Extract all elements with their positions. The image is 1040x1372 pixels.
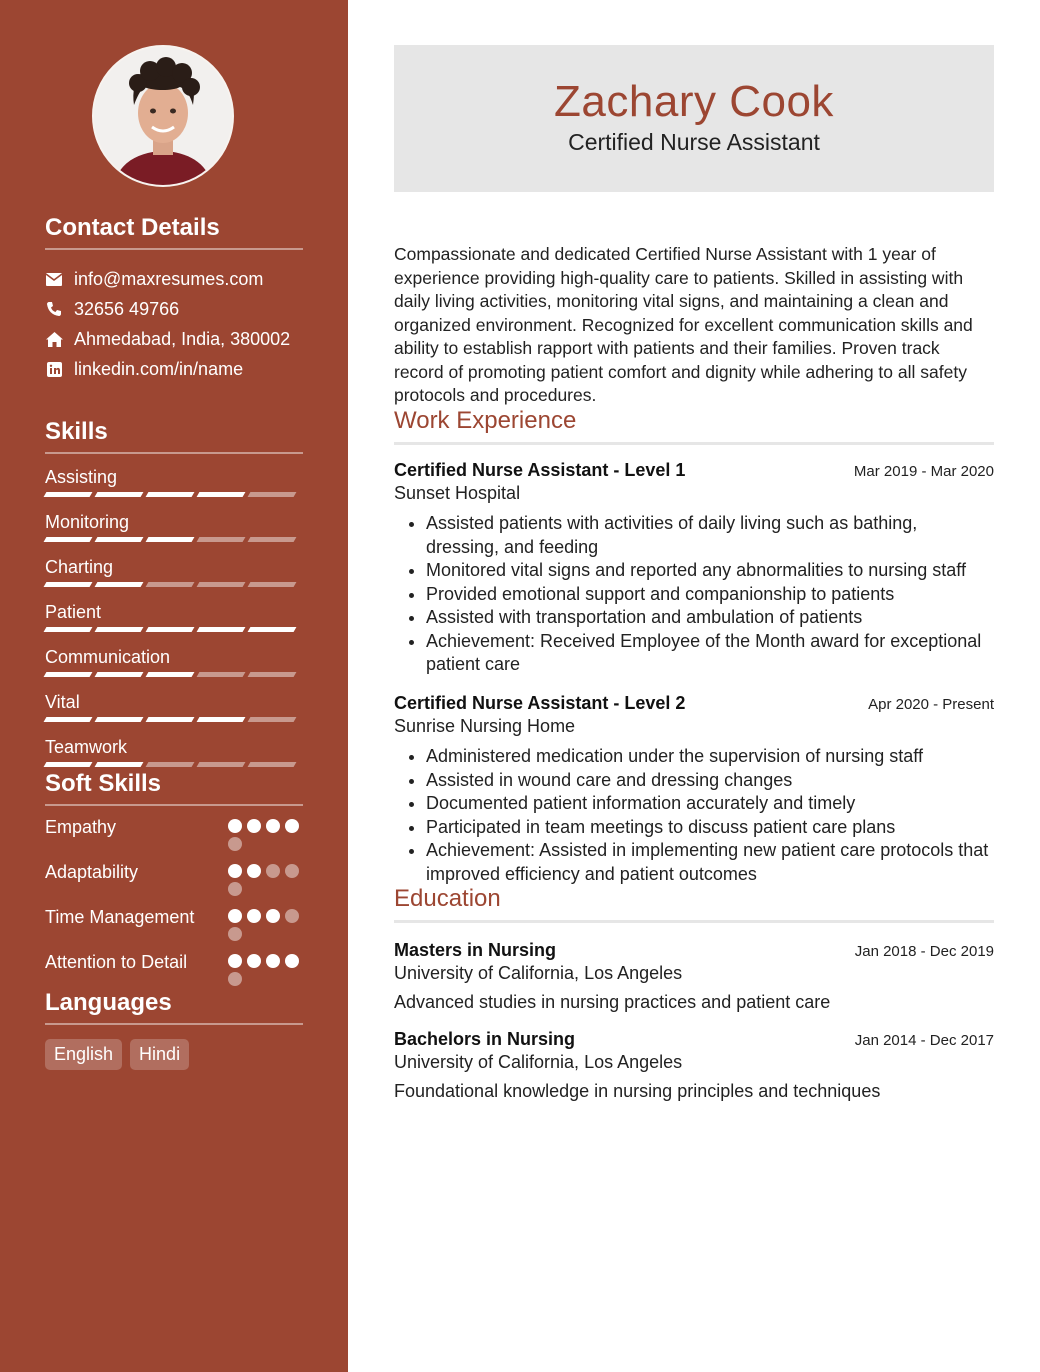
job-org: Sunset Hospital [394,483,521,503]
skill-item [45,556,303,587]
rating-dot [266,819,280,833]
contact-linkedin-text: linkedin.com/in/name [74,358,244,379]
skill-item [45,736,303,767]
rating-dot [228,927,242,941]
job-bullets [394,745,994,886]
degree-title: Bachelors in Nursing [394,1029,576,1049]
skill-label: Teamwork [45,737,128,757]
skill-level-segment [44,582,93,587]
skill-level-bar [45,717,303,722]
job-entry [394,460,994,677]
skill-level-segment [146,537,195,542]
contact-section [45,214,303,384]
rating-dot [285,909,299,923]
skill-level-segment [95,627,144,632]
education-title: Education [394,885,994,923]
summary-text: Compassionate and dedicated Certified Nurse Assistant with 1 year of experience providing high-quality care to patients. Skilled in assisting with daily living activities, monitoring vital signs, and maintaining a clean and organized environment. Recognized for excellent communication skills and ability to establish rapport with patients and their families. Proven track record of promoting patient comfort and dignity while adhering to all safety protocols and procedures. [394,244,973,405]
contact-location-text: Ahmedabad, India, 380002 [74,328,291,349]
skill-level-segment [95,537,144,542]
education-entry [394,940,994,1013]
skill-level-segment [248,537,297,542]
skill-level-segment [44,627,93,632]
job-entry [394,693,994,886]
language-tag: English [45,1039,122,1070]
degree-desc: Foundational knowledge in nursing principles and techniques [394,1081,881,1101]
degree-date: Jan 2018 - Dec 2019 [854,943,994,960]
skill-level-segment [197,672,246,677]
soft-skill-item [45,861,303,896]
skills-section [45,418,303,767]
skill-level-segment [197,582,246,587]
skill-level-segment [44,492,93,497]
skill-level-segment [248,627,297,632]
skill-item [45,601,303,632]
skill-level-segment [248,492,297,497]
list-item: • Achievement: Received Employee of the Month award for exceptional patient care [426,630,994,677]
job-date: Apr 2020 - Present [868,696,994,713]
contact-linkedin[interactable] [45,354,303,384]
rating-dot [228,837,242,851]
rating-dot [228,954,242,968]
skill-item [45,646,303,677]
rating-dot [228,819,242,833]
rating-dot [228,882,242,896]
rating-dot [285,864,299,878]
school-name: University of California, Los Angeles [394,1052,683,1072]
skill-level-segment [197,537,246,542]
soft-skill-label: Adaptability [45,862,139,882]
skill-level-segment [95,672,144,677]
skill-level-segment [44,672,93,677]
skill-level-segment [146,627,195,632]
skill-level-segment [44,717,93,722]
soft-skills-section [45,770,303,986]
envelope-icon [45,270,63,288]
education-entry [394,1029,994,1102]
skill-level-segment [248,672,297,677]
soft-skills-title: Soft Skills [45,770,303,806]
rating-dot [266,954,280,968]
job-bullets [394,512,994,677]
job-title: Certified Nurse Assistant - Level 1 [394,460,686,480]
list-item: • Documented patient information accurately and timely [426,792,994,816]
rating-dot [266,864,280,878]
list-item: • Assisted patients with activities of daily living such as bathing, dressing, and feeding [426,512,994,559]
skill-item [45,511,303,542]
languages-title: Languages [45,989,303,1025]
soft-skill-rating [228,864,303,896]
skill-level-segment [197,627,246,632]
sidebar [0,0,348,1372]
skill-level-segment [248,762,297,767]
home-icon [45,330,63,348]
soft-skill-item [45,906,303,941]
rating-dot [266,909,280,923]
skill-level-segment [146,717,195,722]
profile-photo [92,45,234,187]
degree-date: Jan 2014 - Dec 2017 [854,1032,994,1049]
list-item: • Monitored vital signs and reported any abnormalities to nursing staff [426,559,994,583]
skill-item [45,466,303,497]
rating-dot [228,864,242,878]
soft-skill-rating [228,819,303,851]
list-item: • Assisted in wound care and dressing changes [426,769,994,793]
contact-email[interactable] [45,264,303,294]
soft-skill-rating [228,909,303,941]
contact-email-text: info@maxresumes.com [74,268,264,289]
rating-dot [285,819,299,833]
candidate-title: Certified Nurse Assistant [568,129,820,155]
job-org: Sunrise Nursing Home [394,716,576,736]
contact-location [45,324,303,354]
degree-desc: Advanced studies in nursing practices and patient care [394,992,831,1012]
skill-level-segment [248,717,297,722]
skill-level-segment [197,717,246,722]
rating-dot [228,972,242,986]
skill-level-segment [95,492,144,497]
skills-title: Skills [45,418,303,454]
school-name: University of California, Los Angeles [394,963,683,983]
language-tag: Hindi [130,1039,189,1070]
soft-skill-rating [228,954,303,986]
skill-level-segment [95,717,144,722]
phone-icon [45,300,63,318]
skill-label: Patient [45,602,102,622]
skill-label: Communication [45,647,171,667]
skill-level-segment [95,762,144,767]
list-item: • Administered medication under the supervision of nursing staff [426,745,994,769]
job-title: Certified Nurse Assistant - Level 2 [394,693,686,713]
contact-phone[interactable] [45,294,303,324]
list-item: • Provided emotional support and companionship to patients [426,583,994,607]
skill-level-segment [146,492,195,497]
skill-level-bar [45,582,303,587]
contact-title: Contact Details [45,214,303,250]
skill-level-segment [197,492,246,497]
skill-level-segment [44,762,93,767]
skill-level-segment [197,762,246,767]
skill-level-segment [146,582,195,587]
skill-level-segment [44,537,93,542]
skill-label: Charting [45,557,114,577]
skill-level-bar [45,627,303,632]
skill-level-segment [95,582,144,587]
avatar-icon [94,47,232,185]
soft-skill-label: Time Management [45,907,195,927]
languages-section [45,989,303,1070]
soft-skill-item [45,816,303,851]
rating-dot [247,954,261,968]
soft-skill-label: Attention to Detail [45,952,188,972]
soft-skill-item [45,951,303,986]
linkedin-icon [45,360,63,378]
soft-skill-label: Empathy [45,817,117,837]
rating-dot [247,819,261,833]
skill-level-bar [45,492,303,497]
skill-level-bar [45,762,303,767]
job-date: Mar 2019 - Mar 2020 [853,463,994,480]
skill-level-bar [45,672,303,677]
skill-level-bar [45,537,303,542]
work-title: Work Experience [394,407,994,445]
list-item: • Achievement: Assisted in implementing new patient care protocols that improved efficiency and patient outcomes [426,839,994,886]
skill-level-segment [248,582,297,587]
skill-item [45,691,303,722]
skill-level-segment [146,672,195,677]
list-item: • Participated in team meetings to discuss patient care plans [426,816,994,840]
skill-label: Vital [45,692,80,712]
header [394,45,994,192]
contact-phone-text: 32656 49766 [74,298,180,319]
candidate-name: Zachary Cook [554,77,834,126]
skill-label: Monitoring [45,512,130,532]
skill-level-segment [146,762,195,767]
rating-dot [285,954,299,968]
rating-dot [247,909,261,923]
degree-title: Masters in Nursing [394,940,557,960]
rating-dot [228,909,242,923]
skill-label: Assisting [45,467,118,487]
list-item: • Assisted with transportation and ambulation of patients [426,606,994,630]
rating-dot [247,864,261,878]
